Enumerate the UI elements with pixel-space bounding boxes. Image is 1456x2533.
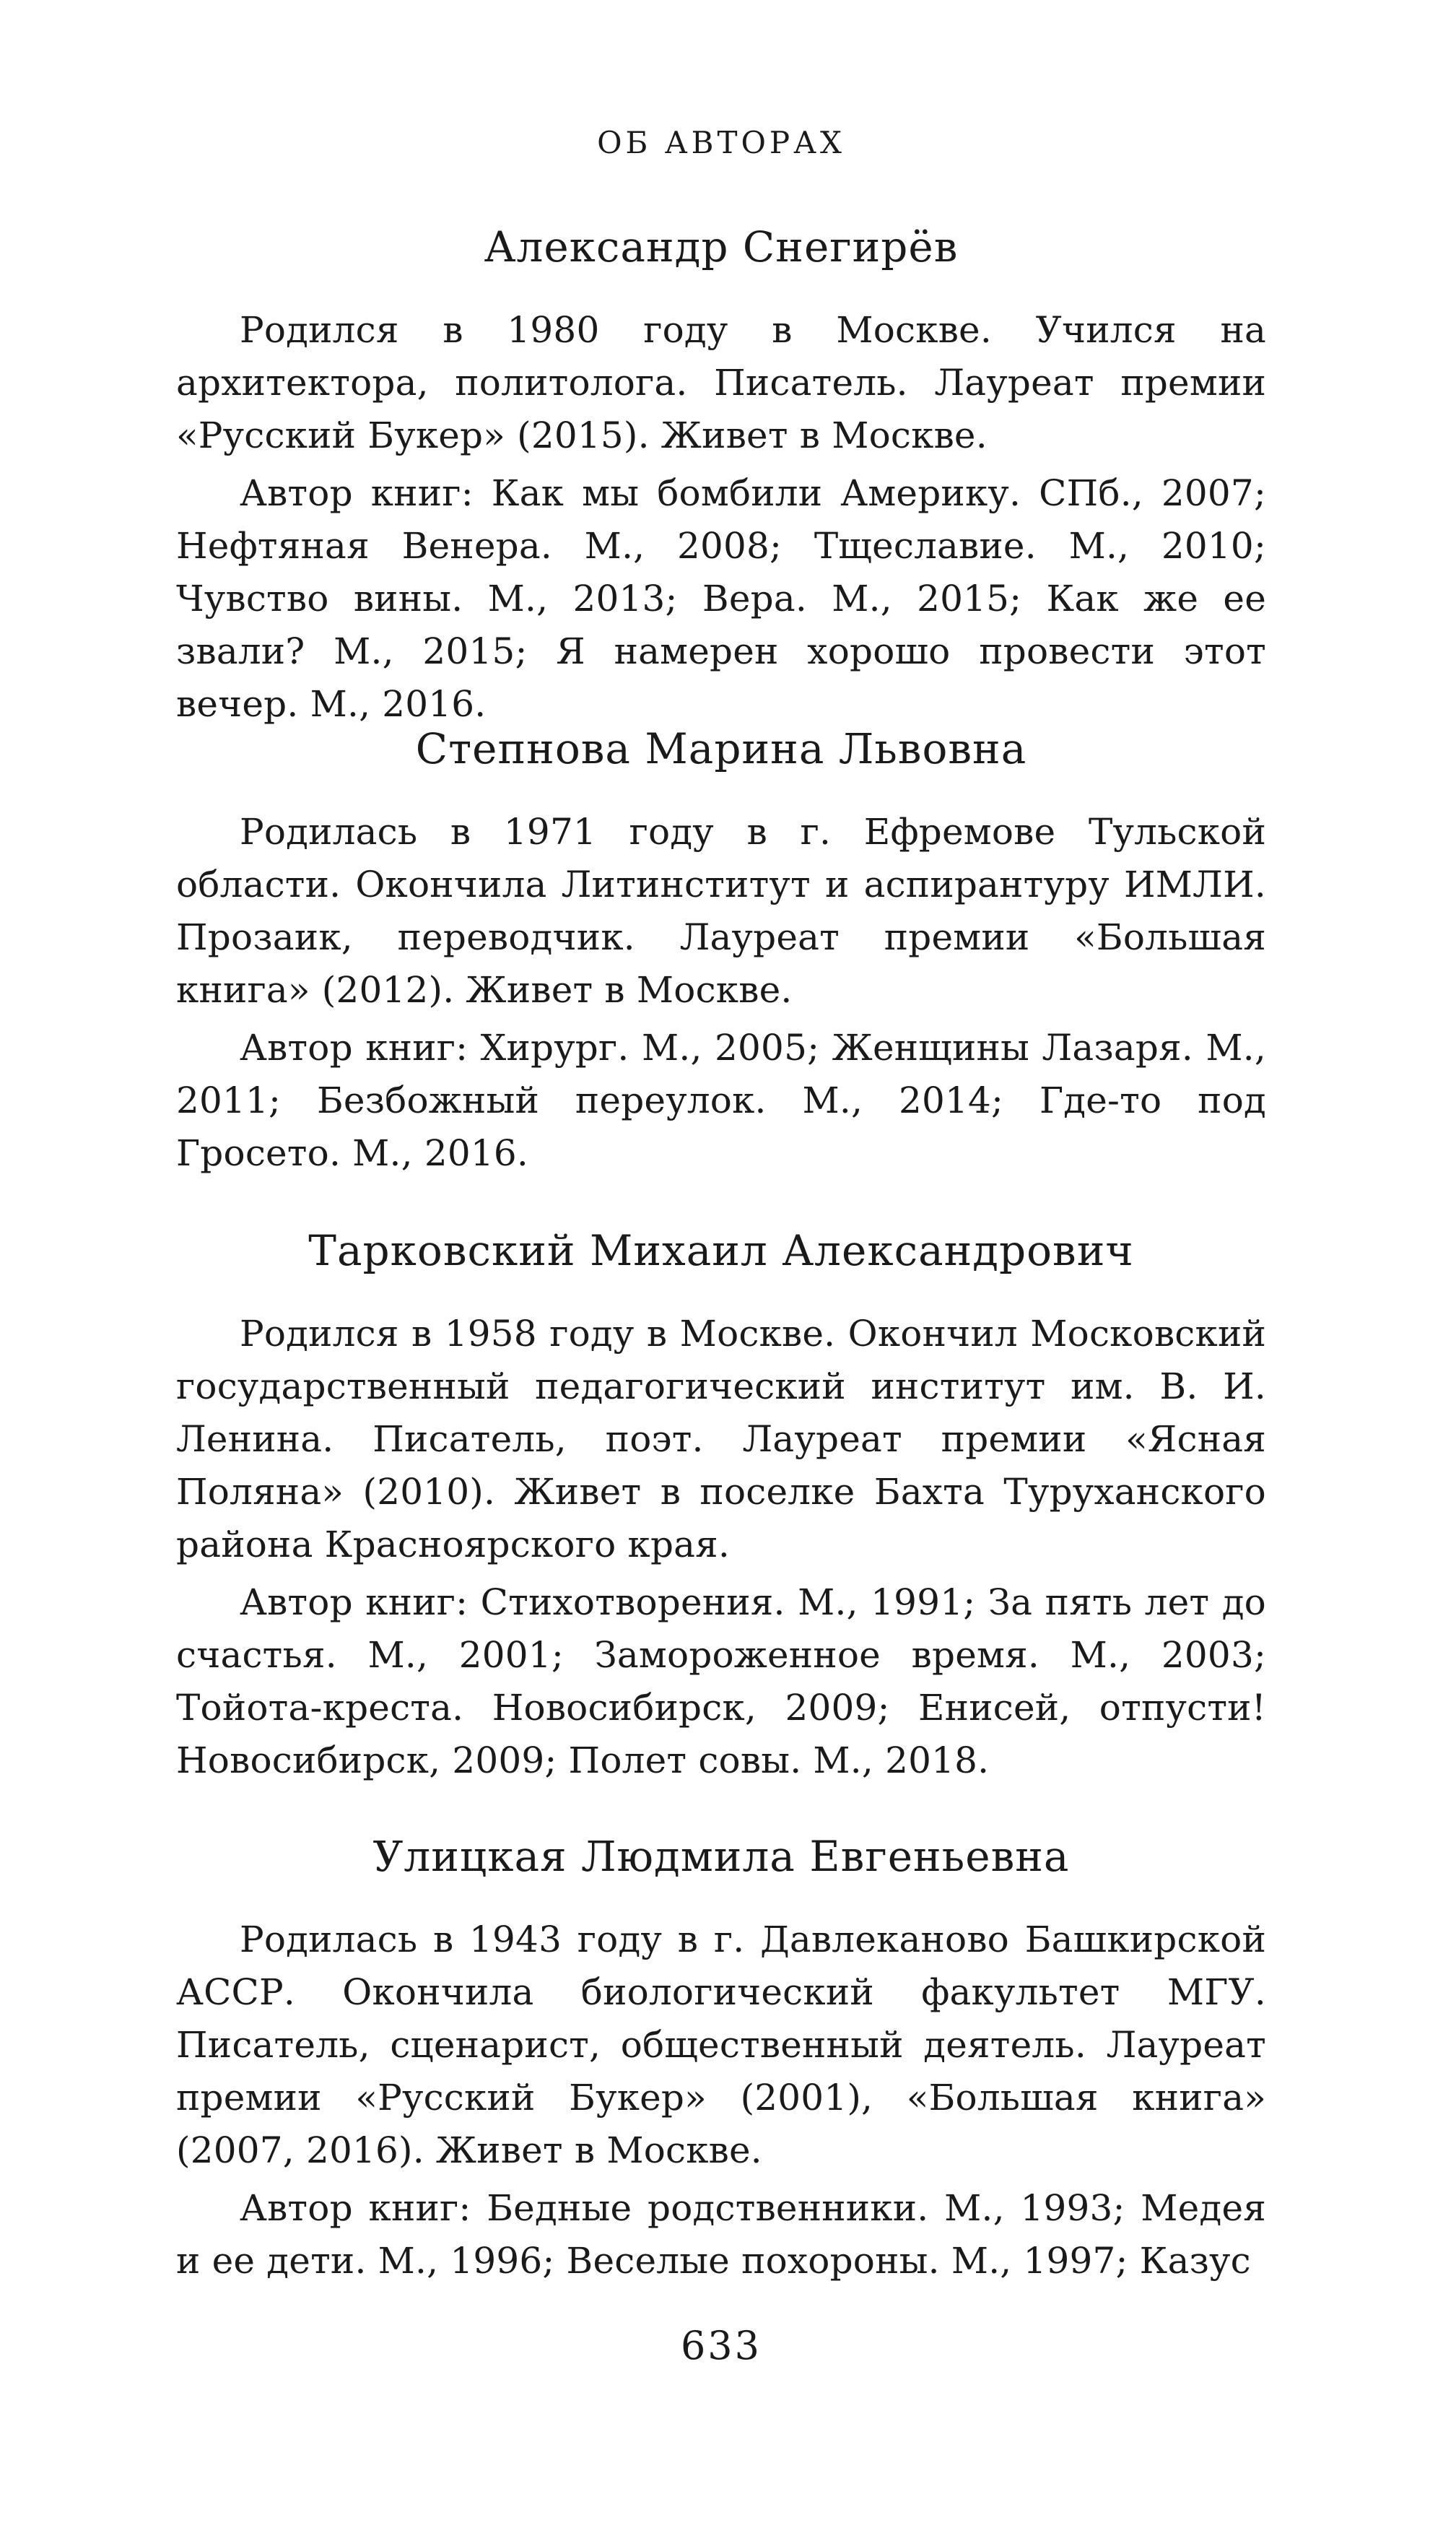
author-name: Степнова Марина Львовна: [415, 724, 1027, 773]
author-works: Автор книг: Бедные родственники. М., 1993; Медея и ее дети. М., 1996; Веселые похороны. М., 1997; Казус: [176, 2187, 1266, 2282]
author-name: Улицкая Людмила Евгеньевна: [372, 1832, 1070, 1881]
author-bio: Родилась в 1943 году в г. Давлеканово Башкирской АССР. Окончила биологический факультет МГУ. Писатель, сценарист, общественный деятель. Лауреат премии «Русский Букер» (2001), «Большая книга» (2007, 2016). Живет в Москве.: [176, 1919, 1266, 2171]
author-entry-ulitskaya: [176, 1828, 1266, 2287]
author-works: Автор книг: Как мы бомбили Америку. СПб., 2007; Нефтяная Венера. М., 2008; Тщеславие. М., 2010; Чувство вины. М., 2013; Вера. М., 2015; Как же ее звали? М., 2015; Я намерен хорошо провести этот вечер. М., 2016.: [176, 472, 1266, 725]
author-bio: Родилась в 1971 году в г. Ефремове Тульской области. Окончила Литинститут и аспирантуру ИМЛИ. Прозаик, переводчик. Лауреат премии «Большая книга» (2012). Живет в Москве.: [176, 811, 1266, 1011]
author-entry-tarkovsky: [176, 1222, 1266, 1787]
author-entry-snegirev: [176, 218, 1266, 731]
book-page: [176, 0, 1266, 2533]
author-bio: Родился в 1958 году в Москве. Окончил Московский государственный педагогический институт им. В. И. Ленина. Писатель, поэт. Лауреат премии «Ясная Поляна» (2010). Живет в поселке Бахта Туруханского района Красноярского края.: [176, 1313, 1266, 1565]
author-name: Тарковский Михаил Александрович: [308, 1226, 1134, 1275]
author-name: Александр Снегирёв: [484, 222, 959, 271]
page-number: 633: [680, 2323, 762, 2368]
author-works: Автор книг: Стихотворения. М., 1991; За пять лет до счастья. М., 2001; Замороженное время. М., 2003; Тойота-креста. Новосибирск, 2009; Енисей, отпусти! Новосибирск, 2009; Полет совы. М., 2018.: [176, 1581, 1266, 1781]
author-entry-stepnova: [176, 720, 1266, 1180]
author-bio: Родился в 1980 году в Москве. Учился на архитектора, политолога. Писатель. Лауреат премии «Русский Букер» (2015). Живет в Москве.: [176, 309, 1266, 456]
running-head: ОБ АВТОРАХ: [597, 125, 845, 160]
author-works: Автор книг: Хирург. М., 2005; Женщины Лазаря. М., 2011; Безбожный переулок. М., 2014; Где-то под Гросето. М., 2016.: [176, 1027, 1266, 1174]
